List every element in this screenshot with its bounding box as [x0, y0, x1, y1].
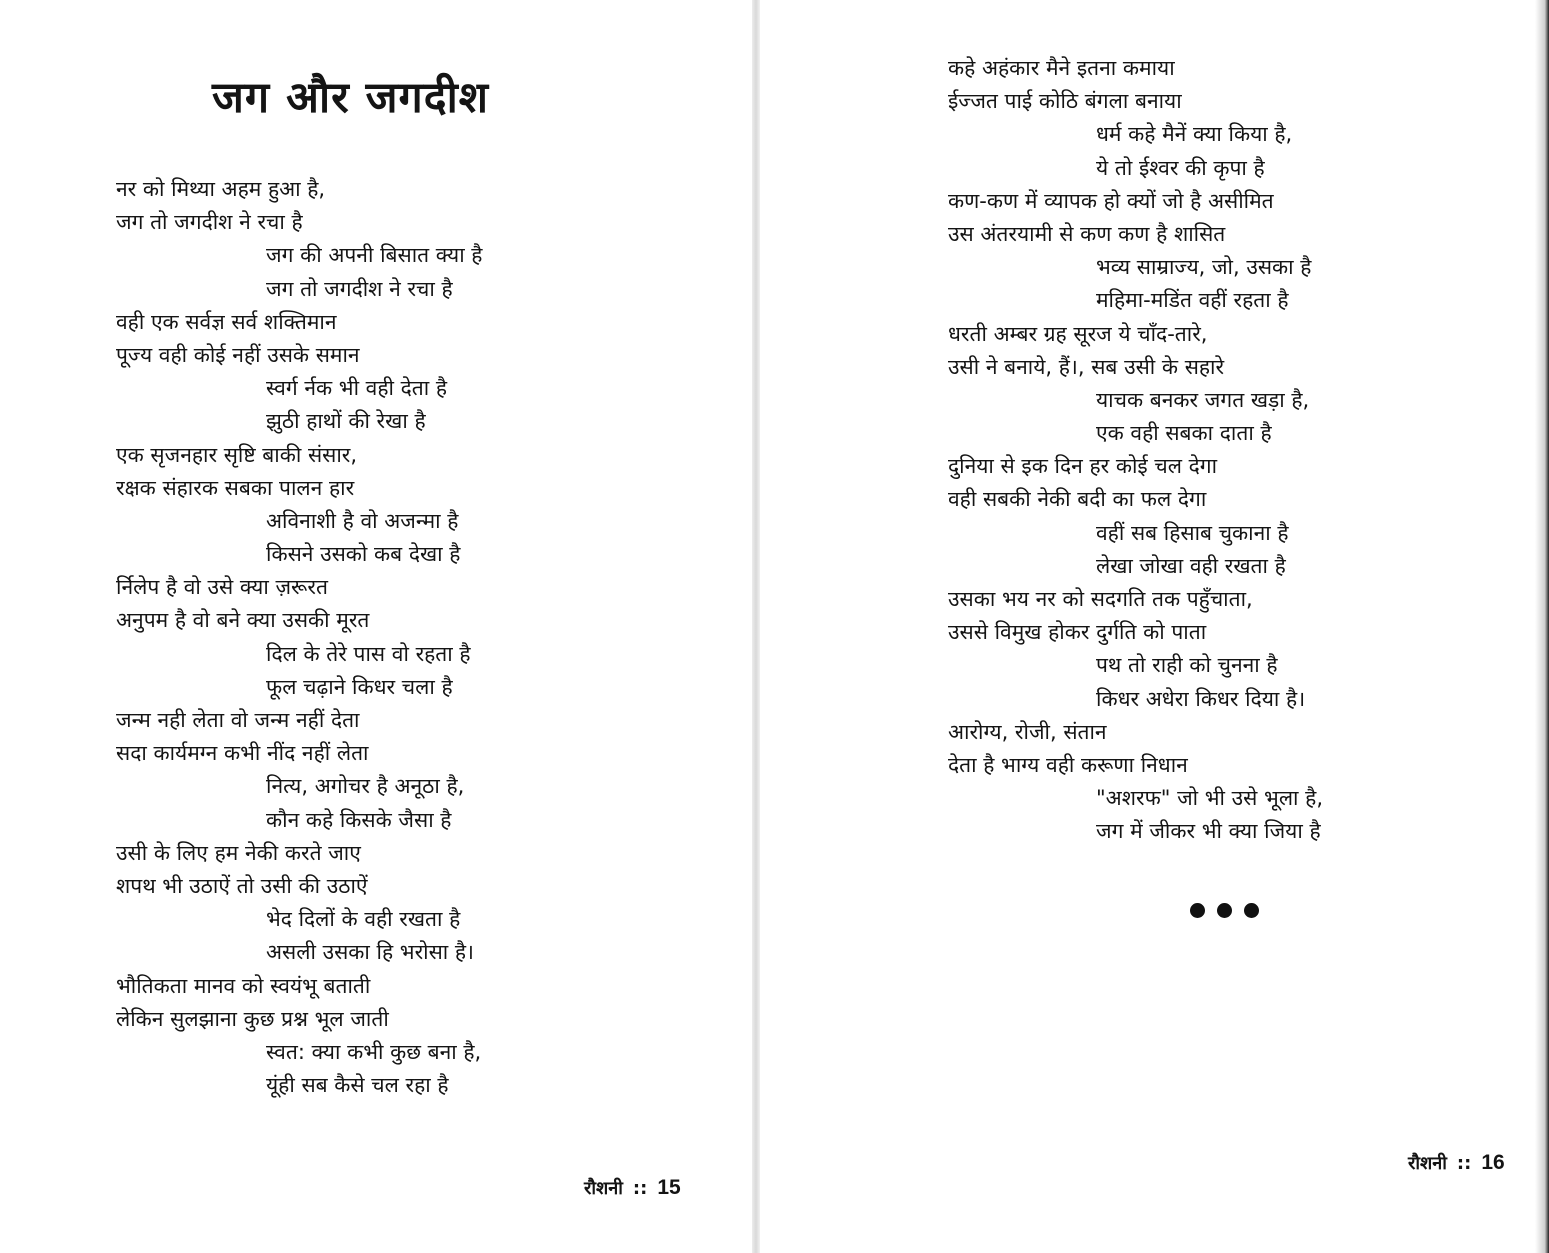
ornament-dot	[1217, 903, 1232, 918]
poem-line: फूल चढ़ाने किधर चला है	[266, 674, 453, 699]
poem-line: पथ तो राही को चुनना है	[1096, 653, 1278, 678]
poem-line: याचक बनकर जगत खड़ा है,	[1096, 387, 1310, 412]
poem-line: धर्म कहे मैनें क्या किया है,	[1096, 122, 1293, 147]
page-footer-left	[584, 1176, 681, 1200]
poem-line: कण-कण में व्यापक हो क्यों जो है असीमित	[948, 188, 1274, 213]
poem-line: जग की अपनी बिसात क्या है	[266, 243, 483, 268]
poem-body-left	[116, 173, 482, 1102]
poem-line: किसने उसको कब देखा है	[266, 542, 461, 567]
poem-line: नर को मिथ्या अहम हुआ है,	[116, 177, 326, 201]
right-page	[760, 0, 1549, 1253]
poem-line: उसी ने बनाये, हैं।, सब उसी के सहारे	[948, 354, 1225, 379]
poem-line: यूंही सब कैसे चल रहा है	[266, 1073, 449, 1098]
poem-line: भव्य साम्राज्य, जो, उसका है	[1096, 255, 1312, 280]
poem-line: उससे विमुख होकर दुर्गति को पाता	[948, 620, 1207, 645]
poem-line: स्वत: क्या कभी कुछ बना है,	[266, 1039, 482, 1064]
poem-line: दुनिया से इक दिन हर कोई चल देगा	[948, 454, 1218, 479]
ornament-dot	[1190, 903, 1205, 918]
poem-line: आरोग्य, रोजी, संतान	[948, 719, 1107, 744]
poem-body-right	[948, 52, 1323, 849]
poem-line: धरती अम्बर ग्रह सूरज ये चाँद-तारे,	[948, 321, 1208, 346]
poem-line: जग तो जगदीश ने रचा है	[266, 276, 453, 301]
footer-separator: ::	[632, 1178, 648, 1199]
poem-line: कौन कहे किसके जैसा है	[266, 807, 452, 832]
left-page	[0, 0, 752, 1253]
poem-line: उसका भय नर को सदगति तक पहुँचाता,	[948, 587, 1253, 611]
poem-line: एक सृजनहार सृष्टि बाकी संसार,	[116, 442, 358, 467]
book-gutter	[752, 0, 760, 1253]
poem-line: ये तो ईश्वर की कृपा है	[1096, 155, 1265, 180]
poem-line: झुठी हाथों की रेखा है	[266, 409, 426, 434]
page-footer-right	[1408, 1151, 1505, 1175]
poem-title: जग और जगदीश	[212, 73, 489, 123]
poem-line: महिमा-मडिंत वहीं रहता है	[1096, 288, 1289, 313]
poem-line: अविनाशी है वो अजन्मा है	[266, 508, 459, 533]
book-name: रौशनी	[1408, 1153, 1447, 1174]
poem-line: उस अंतरयामी से कण कण है शासित	[948, 221, 1226, 246]
poem-line: नित्य, अगोचर है अनूठा है,	[266, 774, 465, 799]
poem-line: भेद दिलों के वही रखता है	[266, 907, 461, 932]
poem-line: देता है भाग्य वही करूणा निधान	[948, 752, 1188, 777]
poem-line: सदा कार्यमग्न कभी नींद नहीं लेता	[116, 741, 369, 766]
poem-line: रक्षक संहारक सबका पालन हार	[116, 475, 355, 500]
footer-separator: ::	[1456, 1153, 1472, 1174]
ornament-dot	[1244, 903, 1259, 918]
poem-line: असली उसका हि भरोसा है।	[266, 940, 475, 965]
page-number: 15	[657, 1176, 681, 1199]
poem-line: जग में जीकर भी क्या जिया है	[1096, 819, 1321, 844]
poem-line: "अशरफ" जो भी उसे भूला है,	[1096, 786, 1323, 811]
poem-line: दिल के तेरे पास वो रहता है	[266, 641, 471, 666]
poem-line: शपथ भी उठाऐं तो उसी की उठाऐं	[116, 873, 368, 898]
poem-line: वही एक सर्वज्ञ सर्व शक्तिमान	[116, 309, 337, 334]
poem-line: भौतिकता मानव को स्वयंभू बताती	[116, 973, 371, 998]
poem-line: लेकिन सुलझाना कुछ प्रश्न भूल जाती	[116, 1006, 389, 1031]
page-number: 16	[1481, 1151, 1505, 1174]
end-ornament	[1190, 903, 1259, 918]
poem-line: अनुपम है वो बने क्या उसकी मूरत	[116, 608, 370, 633]
poem-line: वहीं सब हिसाब चुकाना है	[1096, 520, 1289, 545]
poem-line: जन्म नही लेता वो जन्म नहीं देता	[116, 708, 360, 732]
poem-line: जग तो जगदीश ने रचा है	[116, 210, 303, 235]
poem-line: र्निलेप है वो उसे क्या ज़रूरत	[116, 575, 328, 600]
poem-line: वही सबकी नेकी बदी का फल देगा	[948, 487, 1207, 512]
poem-line: लेखा जोखा वही रखता है	[1096, 553, 1286, 578]
poem-line: ईज्जत पाई कोठि बंगला बनाया	[948, 89, 1182, 114]
book-name: रौशनी	[584, 1178, 623, 1199]
poem-line: किधर अधेरा किधर दिया है।	[1096, 686, 1306, 711]
poem-line: एक वही सबका दाता है	[1096, 421, 1272, 446]
poem-line: पूज्य वही कोई नहीं उसके समान	[116, 342, 360, 367]
poem-line: उसी के लिए हम नेकी करते जाए	[116, 840, 361, 865]
poem-line: स्वर्ग र्नक भी वही देता है	[266, 376, 448, 401]
poem-line: कहे अहंकार मैने इतना कमाया	[948, 56, 1175, 80]
